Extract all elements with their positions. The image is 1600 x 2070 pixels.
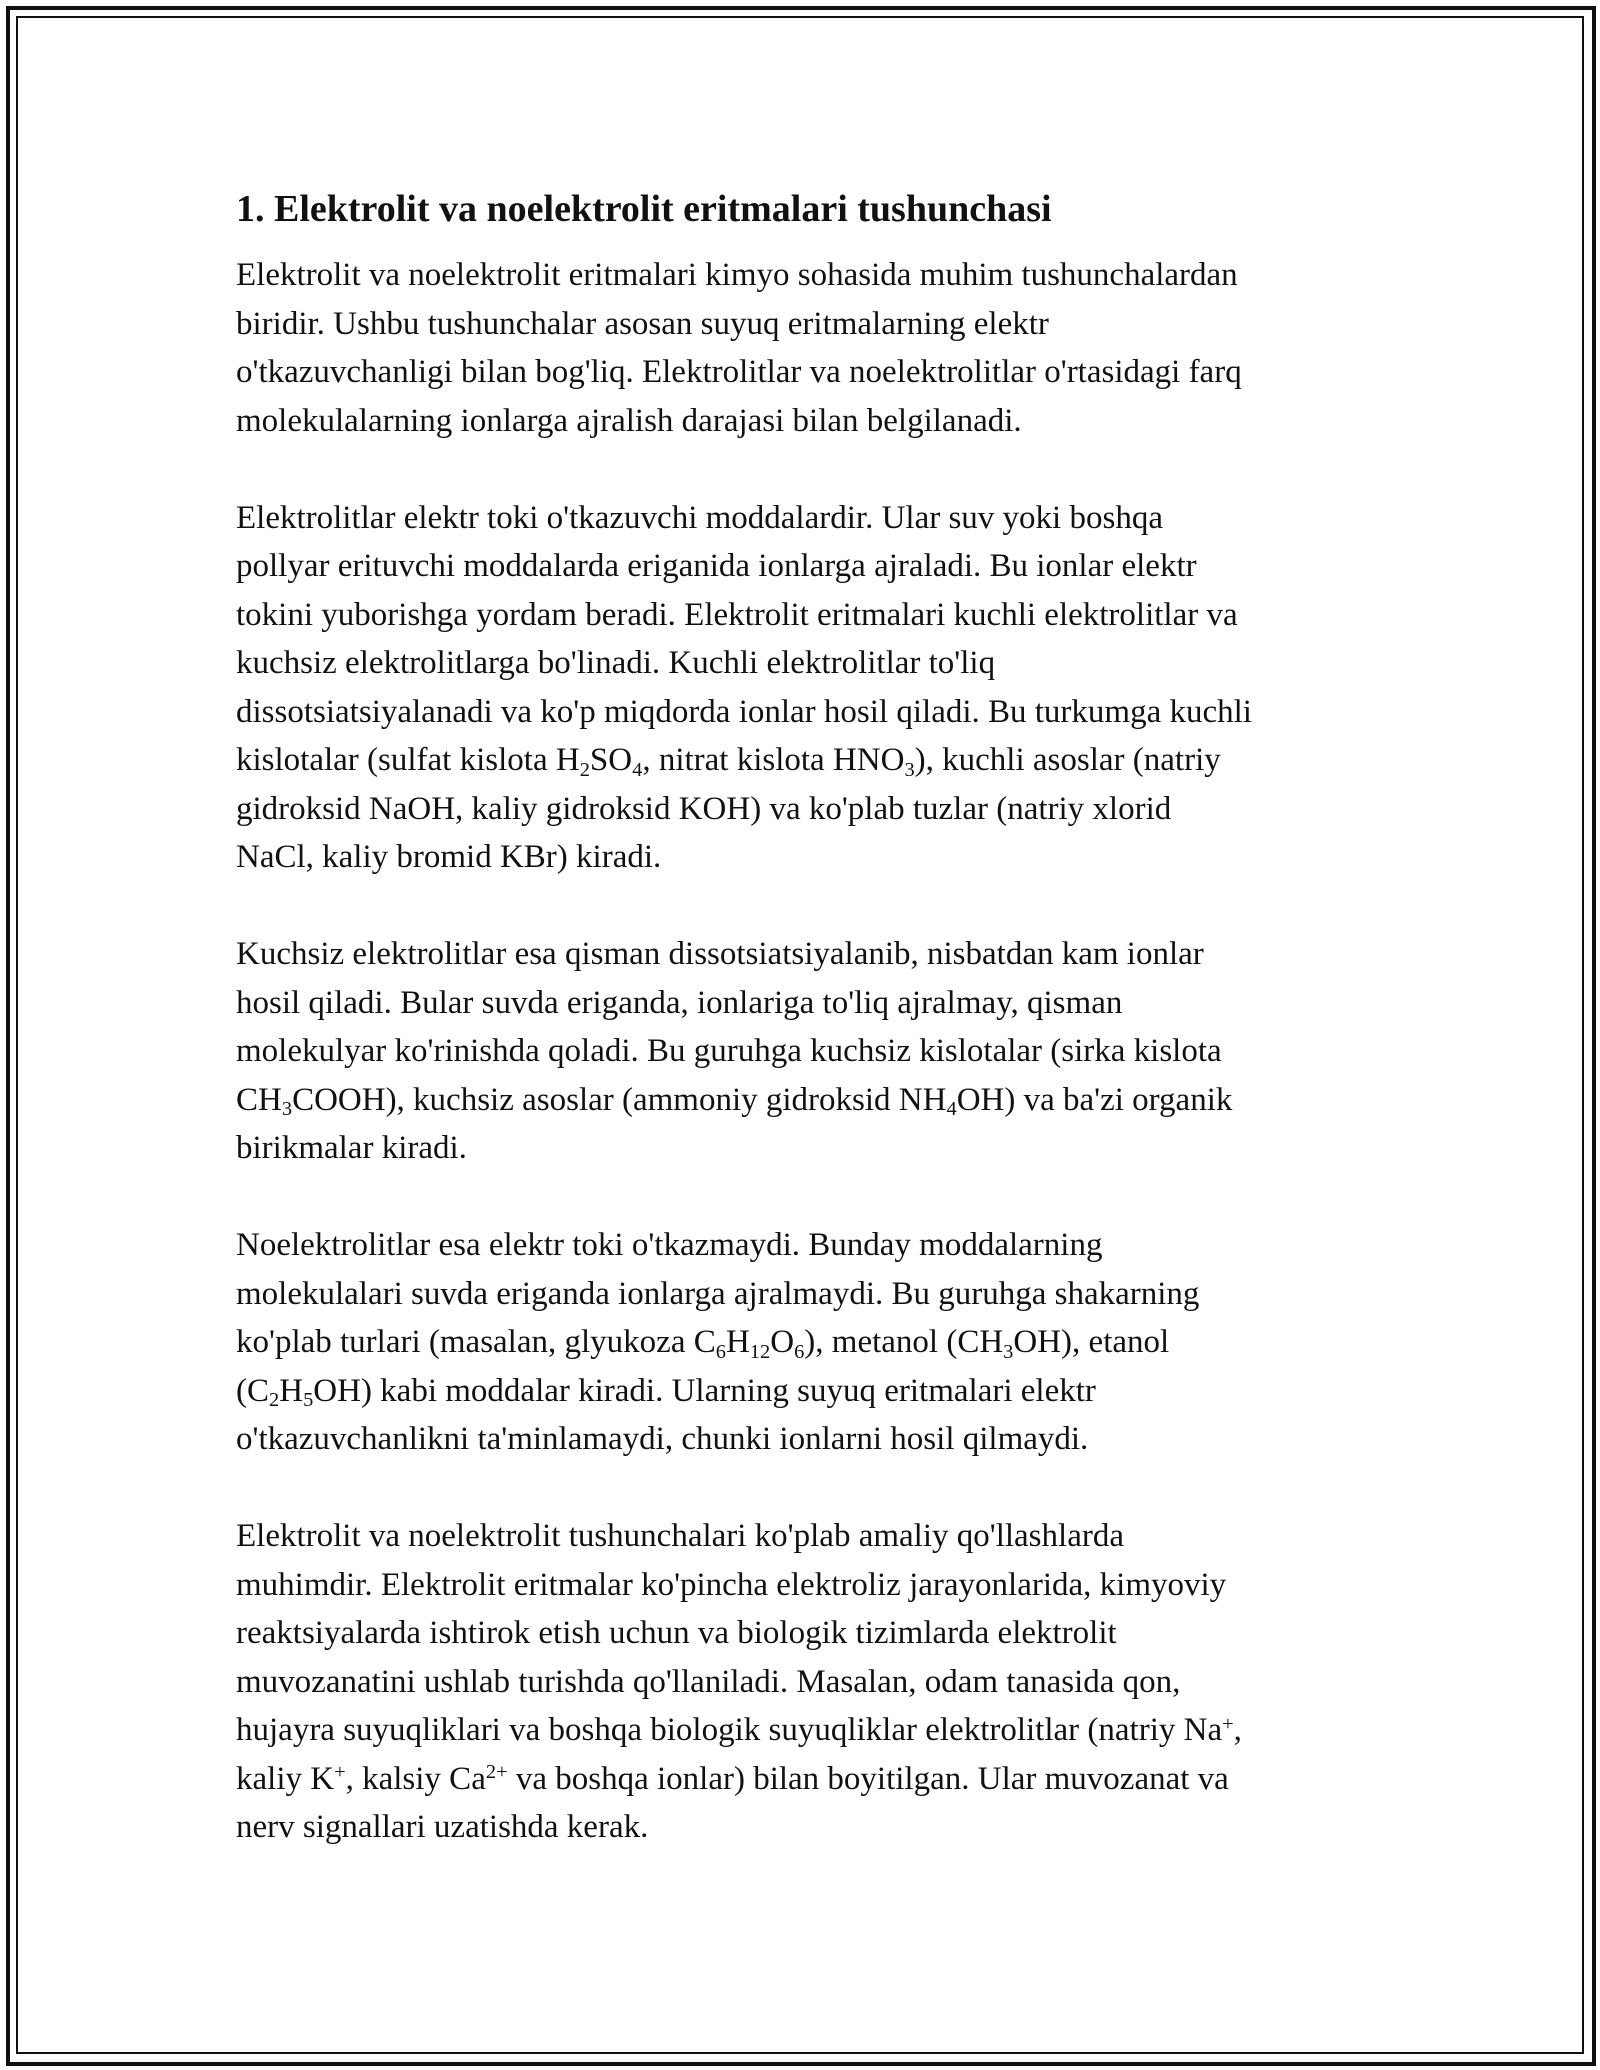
paragraph-line	[236, 1803, 1386, 1852]
paragraph-line	[236, 736, 1386, 785]
text-run: kislotalar (sulfat kislota H	[236, 742, 580, 778]
superscript: +	[1222, 1712, 1234, 1735]
paragraph-line	[236, 1076, 1386, 1125]
text-run: molekulyar ko'rinishda qoladi. Bu guruhga kuchsiz kislotalar (sirka kislota	[236, 1033, 1222, 1069]
paragraph-line	[236, 494, 1386, 543]
text-run: H	[279, 1372, 304, 1409]
subscript: 4	[946, 1098, 957, 1121]
paragraph-line	[236, 1270, 1386, 1319]
text-run: molekulalari suvda eriganda ionlarga ajralmaydi. Bu guruhga shakarning	[236, 1275, 1200, 1312]
text-run: hujayra suyuqliklari va boshqa biologik suyuqliklar elektrolitlar (natriy Na	[236, 1712, 1223, 1748]
paragraph-line	[236, 930, 1386, 979]
text-run: va boshqa ionlar) bilan boyitilgan. Ular muvozanat va	[507, 1760, 1229, 1797]
text-run: , kalsiy Ca	[345, 1760, 486, 1797]
superscript: 2+	[485, 1761, 508, 1784]
paragraph-line	[236, 1609, 1386, 1658]
text-run: Elektrolit va noelektrolit tushunchalari ko'plab amaliy qo'llashlarda	[236, 1518, 1124, 1554]
paragraph-line	[236, 1706, 1386, 1755]
text-run: dissotsiatsiyalanadi va ko'p miqdorda ionlar hosil qiladi. Bu turkumga kuchli	[236, 693, 1252, 730]
paragraph-line	[236, 785, 1386, 834]
document-body	[236, 185, 1386, 1852]
text-run: OH), etanol	[1013, 1324, 1170, 1360]
paragraph-line	[236, 1367, 1386, 1416]
text-run: O	[770, 1324, 795, 1360]
paragraph-line	[236, 1318, 1386, 1367]
paragraph-line	[236, 979, 1386, 1028]
paragraph-line	[236, 1512, 1386, 1561]
text-run: muvozanatini ushlab turishda qo'llaniladi. Masalan, odam tanasida qon,	[236, 1663, 1181, 1700]
text-run: muhimdir. Elektrolit eritmalar ko'pincha elektroliz jarayonlarida, kimyoviy	[236, 1566, 1227, 1603]
subscript: 6	[715, 1340, 726, 1363]
text-run: nerv signallari uzatishda kerak.	[236, 1809, 649, 1845]
paragraph-line	[236, 300, 1386, 349]
text-run: OH) va ba'zi organik	[956, 1081, 1233, 1118]
paragraph-3	[236, 930, 1386, 1173]
text-run: kuchsiz elektrolitlarga bo'linadi. Kuchli elektrolitlar to'liq	[236, 645, 996, 681]
text-run: CH	[236, 1081, 282, 1118]
section-heading: 1. Elektrolit va noelektrolit eritmalari tushunchasi	[236, 188, 1052, 230]
text-run: molekulalarning ionlarga ajralish darajasi bilan belgilanadi.	[236, 402, 1022, 439]
paragraph-line	[236, 1755, 1386, 1804]
subscript: 3	[281, 1098, 293, 1121]
subscript: 4	[632, 758, 643, 781]
paragraph-line	[236, 1124, 1386, 1173]
paragraph-line	[236, 591, 1386, 640]
paragraph-line	[236, 688, 1386, 737]
text-run: Kuchsiz elektrolitlar esa qisman dissotsiatsiyalanib, nisbatdan kam ionlar	[236, 936, 1204, 972]
paragraph-line	[236, 833, 1386, 882]
text-run: biridir. Ushbu tushunchalar asosan suyuq eritmalarning elektr	[236, 305, 1049, 342]
paragraphs-container	[236, 251, 1386, 1852]
text-run: hosil qiladi. Bular suvda eriganda, ionlariga to'liq ajralmay, qisman	[236, 984, 1123, 1021]
paragraph-1	[236, 251, 1386, 445]
text-run: OH) kabi moddalar kiradi. Ularning suyuq eritmalari elektr	[313, 1372, 1096, 1409]
subscript: 2	[579, 758, 590, 781]
subscript: 2	[269, 1389, 280, 1412]
subscript: 3	[1003, 1340, 1014, 1363]
paragraph-line	[236, 397, 1386, 446]
paragraph-line	[236, 348, 1386, 397]
subscript: 5	[303, 1389, 314, 1412]
paragraph-line	[236, 1027, 1386, 1076]
paragraph-line	[236, 1561, 1386, 1610]
text-run: o'tkazuvchanligi bilan bog'liq. Elektrolitlar va noelektrolitlar o'rtasidagi farq	[236, 354, 1242, 390]
paragraph-line	[236, 1221, 1386, 1270]
paragraph-2	[236, 494, 1386, 882]
paragraph-line	[236, 1658, 1386, 1707]
text-run: Noelektrolitlar esa elektr toki o'tkazmaydi. Bunday moddalarning	[236, 1227, 1103, 1263]
paragraph-4	[236, 1221, 1386, 1464]
text-run: COOH), kuchsiz asoslar (ammoniy gidroksid NH	[292, 1081, 947, 1118]
subscript: 3	[904, 758, 915, 781]
text-run: tokini yuborishga yordam beradi. Elektrolit eritmalari kuchli elektrolitlar va	[236, 596, 1238, 633]
text-run: NaCl, kaliy bromid KBr) kiradi.	[236, 839, 662, 875]
text-run: kaliy K	[236, 1760, 335, 1797]
text-run: o'tkazuvchanlikni ta'minlamaydi, chunki ionlarni hosil qilmaydi.	[236, 1421, 1089, 1457]
text-run: ), metanol (CH	[804, 1324, 1004, 1360]
text-run: ,	[1233, 1712, 1242, 1748]
paragraph-line	[236, 1415, 1386, 1464]
text-run: H	[725, 1324, 750, 1360]
text-run: Elektrolit va noelektrolit eritmalari kimyo sohasida muhim tushunchalardan	[236, 257, 1238, 293]
text-run: ko'plab turlari (masalan, glyukoza C	[236, 1324, 716, 1360]
paragraph-5	[236, 1512, 1386, 1852]
paragraph-line	[236, 639, 1386, 688]
text-run: Elektrolitlar elektr toki o'tkazuvchi moddalardir. Ular suv yoki boshqa	[236, 499, 1163, 536]
paragraph-line	[236, 251, 1386, 300]
superscript: +	[334, 1761, 346, 1784]
text-run: reaktsiyalarda ishtirok etish uchun va biologik tizimlarda elektrolit	[236, 1615, 1117, 1651]
text-run: birikmalar kiradi.	[236, 1130, 467, 1166]
paragraph-line	[236, 542, 1386, 591]
text-run: gidroksid NaOH, kaliy gidroksid KOH) va ko'plab tuzlar (natriy xlorid	[236, 790, 1172, 827]
text-run: (C	[236, 1372, 269, 1409]
text-run: ), kuchli asoslar (natriy	[914, 742, 1221, 778]
subscript: 12	[749, 1340, 771, 1363]
subscript: 6	[794, 1340, 805, 1363]
text-run: SO	[589, 742, 633, 778]
text-run: pollyar erituvchi moddalarda eriganida ionlarga ajraladi. Bu ionlar elektr	[236, 548, 1197, 584]
text-run: , nitrat kislota HNO	[642, 742, 905, 778]
